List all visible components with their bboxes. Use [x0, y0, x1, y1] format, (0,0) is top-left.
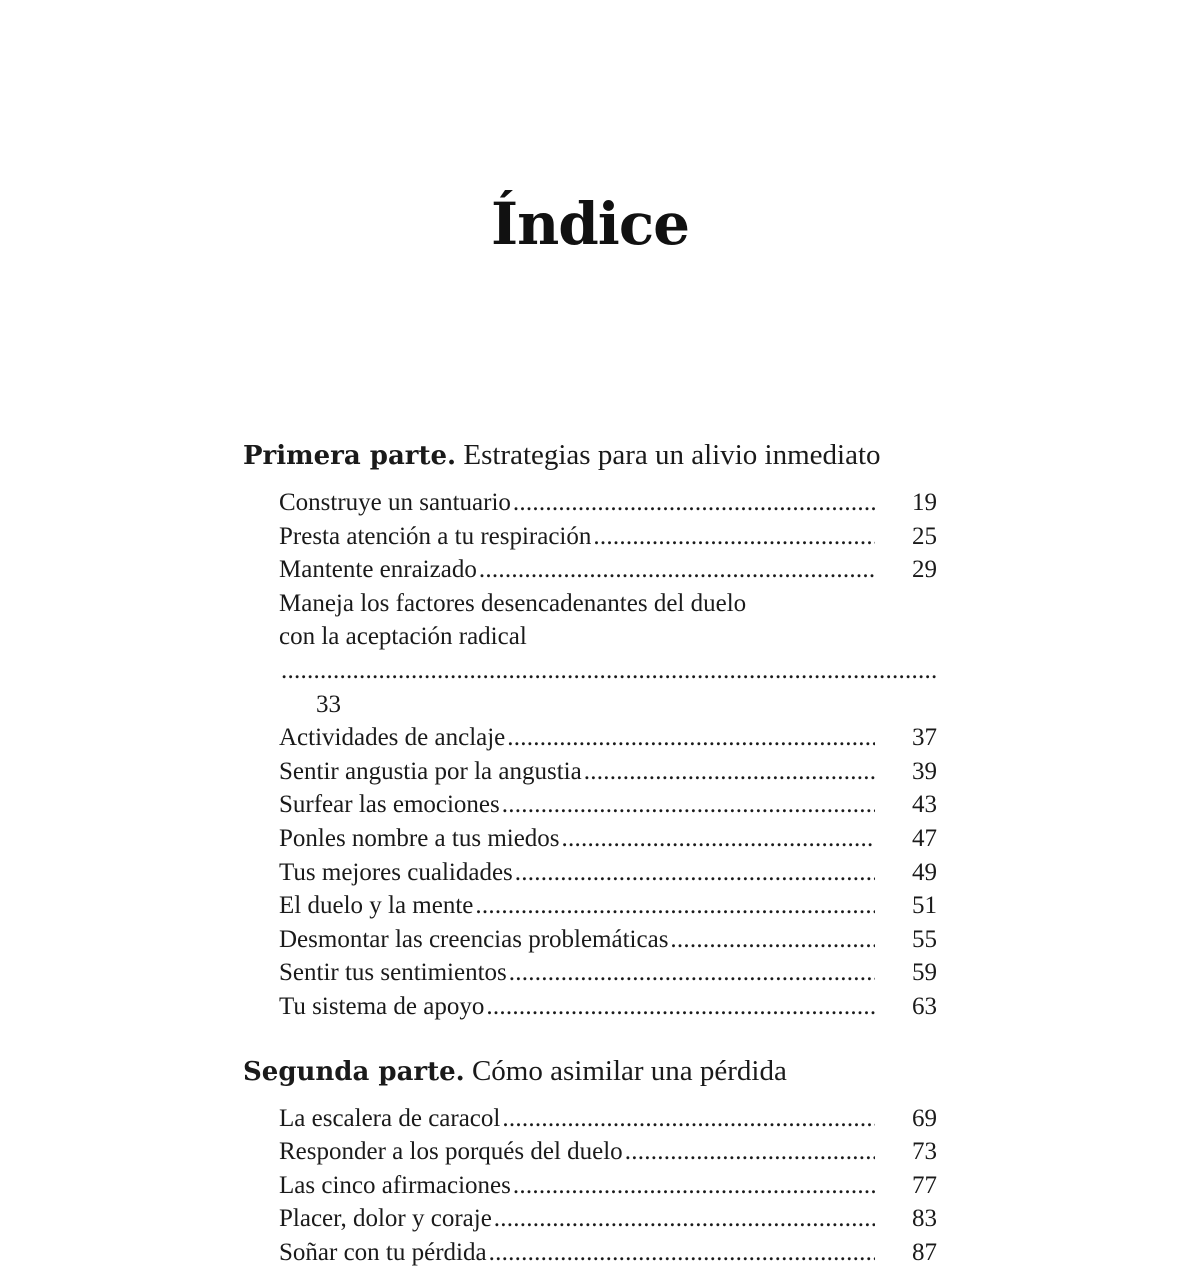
toc-entry — [279, 788, 937, 822]
dot-leader — [670, 923, 875, 957]
toc-entry — [279, 1135, 937, 1169]
entry-page: 49 — [881, 856, 937, 890]
dot-leader — [562, 822, 875, 856]
toc-entry — [279, 587, 937, 721]
part-heading — [243, 437, 943, 474]
entry-page: 55 — [881, 923, 937, 957]
entry-title: Actividades de anclaje — [279, 721, 505, 755]
entry-page: 47 — [881, 822, 937, 856]
dot-leader — [593, 520, 875, 554]
toc-entry — [279, 1236, 937, 1269]
entry-page: 43 — [881, 788, 937, 822]
entry-title-continued: con la aceptación radical — [279, 620, 527, 654]
entry-page: 83 — [881, 1202, 937, 1236]
entry-title: Mantente enraizado — [279, 553, 477, 587]
entry-title: Las cinco afirmaciones — [279, 1169, 511, 1203]
dot-leader — [515, 856, 875, 890]
dot-leader — [584, 755, 875, 789]
dot-leader — [502, 1102, 875, 1136]
toc-entry — [279, 889, 937, 923]
table-of-contents — [243, 437, 943, 1269]
dot-leader — [507, 721, 875, 755]
entry-title: Tus mejores cualidades — [279, 856, 513, 890]
entry-title: Maneja los factores desencadenantes del duelo — [279, 587, 937, 621]
toc-entry — [279, 923, 937, 957]
part-heading — [243, 1053, 943, 1090]
dot-leader — [513, 486, 875, 520]
entries-list — [243, 486, 943, 1024]
entry-title: La escalera de caracol — [279, 1102, 500, 1136]
dot-leader — [479, 553, 875, 587]
dot-leader — [513, 1169, 875, 1203]
entry-page: 19 — [881, 486, 937, 520]
entry-page: 63 — [881, 990, 937, 1024]
entry-page: 69 — [881, 1102, 937, 1136]
entry-page: 39 — [881, 755, 937, 789]
dot-leader — [494, 1202, 875, 1236]
dot-leader — [509, 956, 875, 990]
entry-page: 73 — [881, 1135, 937, 1169]
dot-leader — [281, 654, 937, 688]
toc-entry — [279, 1202, 937, 1236]
toc-entry — [279, 520, 937, 554]
entry-title: Soñar con tu pérdida — [279, 1236, 487, 1269]
entry-page: 77 — [881, 1169, 937, 1203]
dot-leader — [625, 1135, 875, 1169]
entry-title: Sentir tus sentimientos — [279, 956, 507, 990]
dot-leader — [502, 788, 875, 822]
entry-title: Placer, dolor y coraje — [279, 1202, 492, 1236]
entry-page: 33 — [285, 688, 341, 722]
entry-title: Construye un santuario — [279, 486, 511, 520]
entry-page: 29 — [881, 553, 937, 587]
toc-entry — [279, 1102, 937, 1136]
dot-leader — [489, 1236, 875, 1269]
entry-page: 87 — [881, 1236, 937, 1269]
dot-leader — [486, 990, 875, 1024]
entry-title: Ponles nombre a tus miedos — [279, 822, 560, 856]
part-section-1 — [243, 437, 943, 1024]
entry-title: Presta atención a tu respiración — [279, 520, 591, 554]
toc-entry — [279, 822, 937, 856]
entry-title: Surfear las emociones — [279, 788, 500, 822]
part-subtitle: Estrategias para un alivio inmediato — [463, 439, 880, 471]
toc-entry — [279, 1169, 937, 1203]
toc-entry — [279, 956, 937, 990]
entry-page: 37 — [881, 721, 937, 755]
entry-page: 51 — [881, 889, 937, 923]
toc-entry — [279, 486, 937, 520]
part-label: Segunda parte. — [243, 1057, 465, 1087]
entry-title: El duelo y la mente — [279, 889, 473, 923]
dot-leader — [475, 889, 875, 923]
entry-page: 25 — [881, 520, 937, 554]
entry-title: Sentir angustia por la angustia — [279, 755, 582, 789]
entry-title: Tu sistema de apoyo — [279, 990, 484, 1024]
part-label: Primera parte. — [243, 441, 456, 471]
entry-page: 59 — [881, 956, 937, 990]
entry-title: Responder a los porqués del duelo — [279, 1135, 623, 1169]
page-title: Índice — [0, 190, 1180, 258]
toc-entry — [279, 990, 937, 1024]
entries-list — [243, 1102, 943, 1269]
part-subtitle: Cómo asimilar una pérdida — [472, 1055, 787, 1087]
toc-entry — [279, 553, 937, 587]
entry-title: Desmontar las creencias problemáticas — [279, 923, 668, 957]
toc-entry — [279, 856, 937, 890]
toc-entry — [279, 755, 937, 789]
part-section-2 — [243, 1053, 943, 1269]
toc-entry — [279, 721, 937, 755]
